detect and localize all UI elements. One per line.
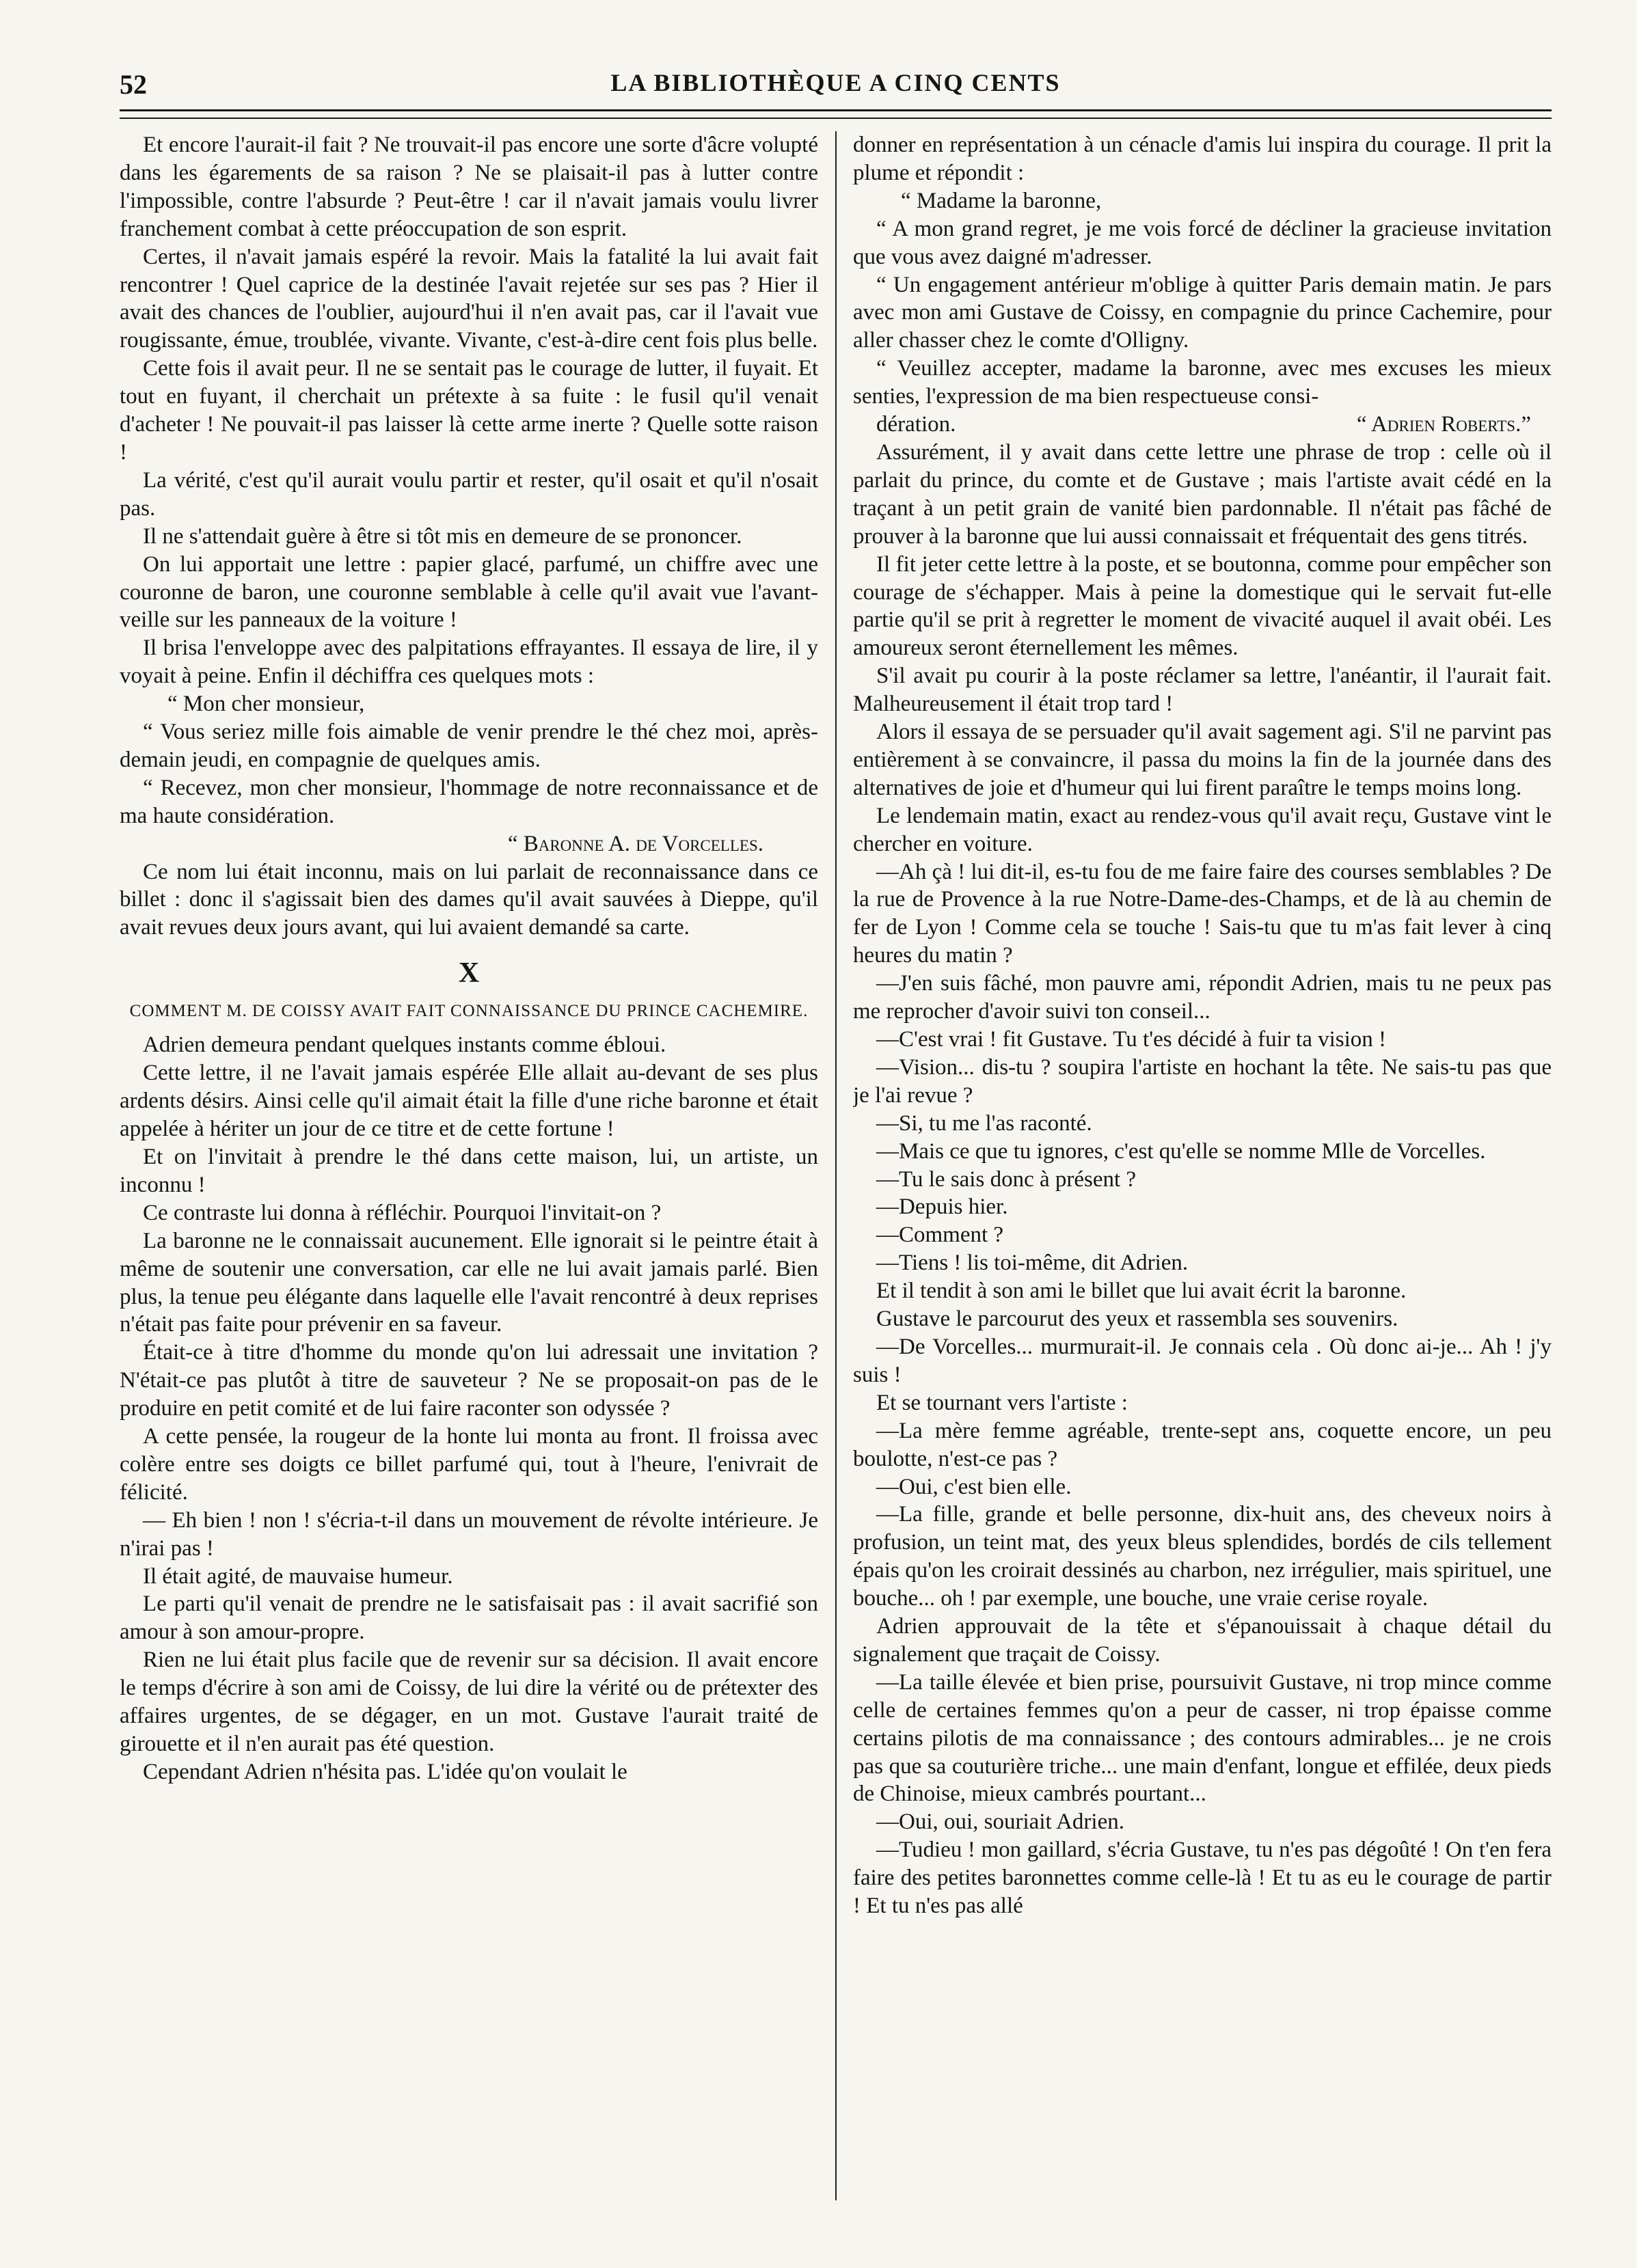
paragraph: Alors il essaya de se persuader qu'il avait sagement agi. S'il ne parvint pas entièrement à se convaincre, il passa du moins la fin de la journée dans des alternatives de joie et d'humeur qui lui firent paraître le temps moins long. [853,720,1552,800]
paragraph: La baronne ne le connaissait aucunement. Elle ignorait si le peintre était à même de soutenir une conversation, car elle ne lui avait jamais parlé. Bien plus, la tenue peu élégante dans laquelle elle l'avait rencontré à deux reprises n'était pas faite pour prévenir en sa faveur. [120,1228,818,1337]
paragraph: Et il tendit à son ami le billet que lui avait écrit la baronne. [876,1279,1407,1304]
paragraph: “ Vous seriez mille fois aimable de venir prendre le thé chez moi, après-demain jeudi, en compagnie de quelques amis. [120,720,818,772]
paragraph: “ A mon grand regret, je me vois forcé de décliner la gracieuse invitation que vous avez daigné m'adresser. [853,216,1552,269]
running-title: LA BIBLIOTHÈQUE A CINQ CENTS [610,69,1061,96]
paragraph: —La taille élevée et bien prise, poursuivit Gustave, ni trop mince comme celle de certaines femmes qu'on a peur de casser, ni trop épaisse comme certains pilotis de ma connaissance ; des contours admirables... je ne crois pas que sa couturière triche... une main d'enfant, longue et effilée, deux pieds de Chinoise, mieux cambrés pourtant... [853,1669,1552,1807]
paragraph: Et on l'invitait à prendre le thé dans cette maison, lui, un artiste, un inconnu ! [120,1144,818,1197]
paragraph: Rien ne lui était plus facile que de revenir sur sa décision. Il avait encore le temps d'écrire à son ami de Coissy, de lui dire la vérité ou de prétexter des affaires urgentes, de se dégager, en un mot. Gustave l'aurait traité de girouette et il n'en aurait pas été question. [120,1648,818,1757]
paragraph: Adrien demeura pendant quelques instants comme ébloui. [143,1033,666,1058]
paragraph: Et encore l'aurait-il fait ? Ne trouvait-il pas encore une sorte d'âcre volupté dans les égarements de sa raison ? Ne se plaisait-il pas à lutter contre l'impossible, contre l'absurde ? Peut-être ! car il n'avait jamais voulu livrer franchement combat à cette préoccupation de son esprit. [120,133,818,241]
paragraph: —De Vorcelles... murmurait-il. Je connais cela . Où donc ai-je... Ah ! j'y suis ! [853,1334,1552,1387]
paragraph: —Tu le sais donc à présent ? [876,1166,1137,1192]
paragraph: —Vision... dis-tu ? soupira l'artiste en hochant la tête. Ne sais-tu pas que je l'ai revue ? [853,1054,1552,1108]
paragraph: —Mais ce que tu ignores, c'est qu'elle se nomme Mlle de Vorcelles. [876,1138,1486,1164]
paragraph: —C'est vrai ! fit Gustave. Tu t'es décidé à fuir ta vision ! [876,1027,1387,1052]
page-number: 52 [120,69,147,100]
header-rule [120,109,1552,111]
paragraph: Et se tournant vers l'artiste : [876,1390,1128,1415]
paragraph: Il ne s'attendait guère à être si tôt mis en demeure de se prononcer. [143,523,742,549]
letter-salutation: “ Mon cher monsieur, [167,692,365,717]
left-column [120,131,818,2221]
paragraph: —Depuis hier. [876,1194,1008,1220]
paragraph: Ce nom lui était inconnu, mais on lui parlait de reconnaissance dans ce billet : donc il s'agissait bien des dames qu'il avait sauvées à Dieppe, qu'il avait revues deux jours avant, qui lui avaient demandé sa carte. [120,859,818,940]
paragraph: Cette fois il avait peur. Il ne se sentait pas le courage de lutter, il fuyait. Et tout en fuyant, il cherchait un prétexte à sa fuite : le fusil qu'il venait d'acheter ! Ne pouvait-il pas laisser là cette arme inerte ? Quelle sotte raison ! [120,356,818,465]
paragraph: —Tudieu ! mon gaillard, s'écria Gustave, tu n'es pas dégoûté ! On t'en fera faire des petites baronnettes comme celle-là ! Et tu as eu le courage de partir ! Et tu n'es pas allé [853,1837,1552,1919]
paragraph: —Si, tu me l'as raconté. [876,1110,1092,1136]
paragraph: —Comment ? [876,1222,1004,1248]
paragraph: Il fit jeter cette lettre à la poste, et se boutonna, comme pour empêcher son courage de s'échapper. Mais à peine la domestique qui le servait fut-elle partie qu'il se prit à regretter le moment de vivacité auquel il avait obéi. Les amoureux seront éternellement les mêmes. [853,551,1552,661]
paragraph: Adrien approuvait de la tête et s'épanouissait à chaque détail du signalement que traçait de Coissy. [853,1614,1552,1667]
newspaper-page [120,68,1552,2221]
paragraph: Le lendemain matin, exact au rendez-vous qu'il avait reçu, Gustave vint le chercher en voiture. [853,803,1552,856]
paragraph: Assurément, il y avait dans cette lettre une phrase de trop : celle où il parlait du prince, du comte et de Gustave ; mais l'artiste avait cédé en la traçant à un petit grain de vanité bien pardonnable. Il n'était pas fâché de prouver à la baronne que lui aussi connaissait et fréquentait des gens titrés. [853,439,1552,549]
paragraph: “ Un engagement antérieur m'oblige à quitter Paris demain matin. Je pars avec mon ami Gustave de Coissy, en compagnie du prince Cachemire, pour aller chasser chez le comte d'Olligny. [853,272,1552,353]
chapter-number: X [458,957,480,989]
header-rule-thin [120,118,1552,119]
letter-salutation: “ Madame la baronne, [901,188,1102,213]
paragraph: Certes, il n'avait jamais espéré la revoir. Mais la fatalité la lui avait fait rencontrer ! Quel caprice de la destinée l'avait rejetée sur ses pas ? Hier il avait des chances de l'oublier, aujourd'hui il n'en avait pas, car il l'avait vue rougissante, émue, troublée, vivante. Vivante, c'est-à-dire cent fois plus belle. [120,244,818,353]
text-columns [120,131,1552,2221]
letter-signature-line [853,411,1552,439]
chapter-title: COMMENT M. DE COISSY AVAIT FAIT CONNAISSANCE DU PRINCE CACHEMIRE. [129,1002,809,1021]
paragraph: —La mère femme agréable, trente-sept ans, coquette encore, un peu boulotte, n'est-ce pas ? [853,1418,1552,1471]
letter-closing: “ Veuillez accepter, madame la baronne, avec mes excuses les mieux senties, l'expression de ma bien respectueuse consi- [853,356,1552,409]
paragraph: Il était agité, de mauvaise humeur. [143,1563,453,1589]
paragraph: —Oui, c'est bien elle. [876,1474,1072,1499]
paragraph: —Ah çà ! lui dit-il, es-tu fou de me faire faire des courses semblables ? De la rue de Provence à la rue Notre-Dame-des-Champs, et de là au chemin de fer de Lyon ! Comme cela se touche ! Sais-tu que tu m'as fait lever à cinq heures du matin ? [853,859,1552,968]
paragraph: —J'en suis fâché, mon pauvre ami, répondit Adrien, mais tu ne peux pas me reprocher d'avoir suivi ton conseil... [853,971,1552,1024]
paragraph: — Eh bien ! non ! s'écria-t-il dans un mouvement de révolte intérieure. Je n'irai pas ! [120,1507,818,1561]
paragraph: A cette pensée, la rougeur de la honte lui monta au front. Il froissa avec colère entre ses doigts ce billet parfumé qui, tout à l'heure, l'enivrait de félicité. [120,1424,818,1505]
column-divider [835,131,837,2200]
paragraph: —Oui, oui, souriait Adrien. [876,1809,1124,1835]
paragraph: S'il avait pu courir à la poste réclamer sa lettre, l'anéantir, il l'aurait fait. Malheureusement il était trop tard ! [853,664,1552,717]
right-column [853,131,1552,2221]
paragraph: Le parti qu'il venait de prendre ne le satisfaisait pas : il avait sacrifié son amour à son amour-propre. [120,1591,818,1645]
paragraph: Il brisa l'enveloppe avec des palpitations effrayantes. Il essaya de lire, il y voyait à peine. Enfin il déchiffra ces quelques mots : [120,636,818,689]
paragraph: —La fille, grande et belle personne, dix-huit ans, des cheveux noirs à profusion, un teint mat, des yeux bleus splendides, bordés de cils tellement épais qu'on les croirait dessinés au charbon, nez irrégulier, mais spirituel, une bouche... oh ! par exemple, une bouche, une vraie cerise royale. [853,1502,1552,1611]
page-header [120,68,1552,109]
paragraph: donner en représentation à un cénacle d'amis lui inspira du courage. Il prit la plume et répondit : [853,133,1552,185]
paragraph: Ce contraste lui donna à réfléchir. Pourquoi l'invitait-on ? [143,1200,662,1225]
paragraph: “ Recevez, mon cher monsieur, l'hommage de notre reconnaissance et de ma haute considération. [120,775,818,828]
letter-closing-end: dération. [876,412,956,437]
paragraph: Cette lettre, il ne l'avait jamais espérée Elle allait au-devant de ses plus ardents désirs. Ainsi celle qu'il aimait était la fille d'une riche baronne et était appelée à hériter un jour de ce titre et de cette fortune ! [120,1061,818,1142]
letter-signature: “ Adrien Roberts.” [1356,412,1531,437]
paragraph: Gustave le parcourut des yeux et rassembla ses souvenirs. [876,1307,1398,1332]
letter-signature: “ Baronne A. de Vorcelles. [507,831,763,856]
paragraph: La vérité, c'est qu'il aurait voulu partir et rester, qu'il osait et qu'il n'osait pas. [120,467,818,521]
paragraph: On lui apportait une lettre : papier glacé, parfumé, un chiffre avec une couronne de baron, une couronne semblable à celle qu'il avait vue l'avant-veille sur les panneaux de la voiture ! [120,551,818,633]
paragraph: Était-ce à titre d'homme du monde qu'on lui adressait une invitation ? N'était-ce pas plutôt à titre de sauveteur ? Ne se proposait-on pas de le produire en petit comité et de lui faire raconter son odyssée ? [120,1340,818,1421]
paragraph: Cependant Adrien n'hésita pas. L'idée qu'on voulait le [143,1759,627,1784]
paragraph: —Tiens ! lis toi-même, dit Adrien. [876,1251,1189,1276]
